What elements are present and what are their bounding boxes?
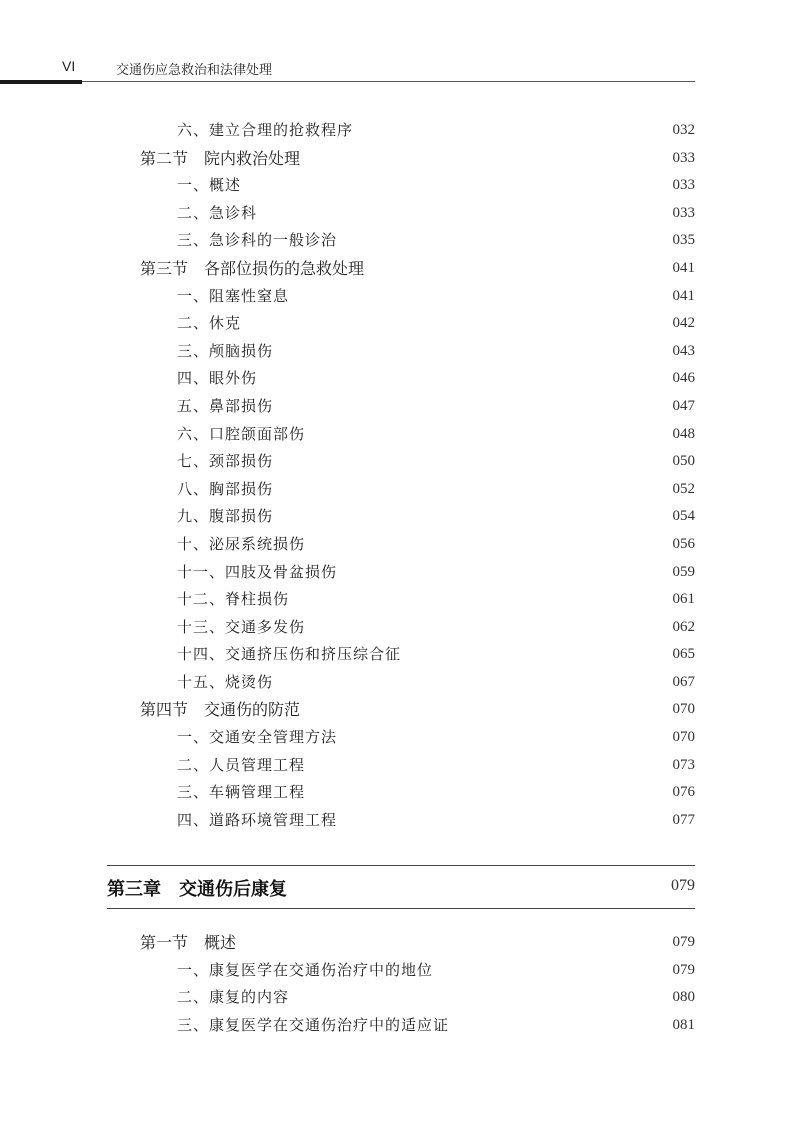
toc-item-entry[interactable] bbox=[0, 531, 800, 559]
toc-entry-page: 035 bbox=[672, 232, 695, 249]
toc-item-entry[interactable] bbox=[0, 200, 800, 228]
toc-entry-title: 二、急诊科 bbox=[177, 203, 258, 222]
toc-entry-page: 046 bbox=[672, 370, 695, 387]
toc-item-entry[interactable] bbox=[0, 807, 800, 835]
toc-entry-page: 065 bbox=[672, 646, 695, 663]
toc-section-entry[interactable] bbox=[0, 255, 800, 283]
toc-entry-page: 047 bbox=[672, 397, 695, 414]
toc-entry-page: 052 bbox=[672, 480, 695, 497]
toc-entry-page: 077 bbox=[672, 811, 695, 828]
toc-item-entry[interactable] bbox=[0, 393, 800, 421]
toc-item-entry[interactable] bbox=[0, 283, 800, 311]
toc-item-entry[interactable] bbox=[0, 641, 800, 669]
toc-item-entry[interactable] bbox=[0, 669, 800, 697]
header-rule-bar bbox=[0, 80, 82, 84]
toc-item-entry[interactable] bbox=[0, 117, 800, 145]
toc-item-entry[interactable] bbox=[0, 338, 800, 366]
toc-entry-page: 073 bbox=[672, 756, 695, 773]
toc-entry-title: 四、眼外伤 bbox=[177, 369, 258, 388]
toc-entry-title: 三、康复医学在交通伤治疗中的适应证 bbox=[177, 1015, 450, 1034]
toc-entry-title: 一、交通安全管理方法 bbox=[177, 728, 338, 747]
toc-entry-page: 033 bbox=[672, 177, 695, 194]
toc-entry-title: 第四节 交通伤的防范 bbox=[140, 700, 301, 720]
toc-item-entry[interactable] bbox=[0, 476, 800, 504]
toc-entry-title: 第二节 院内救治处理 bbox=[140, 148, 301, 168]
toc-entry-title: 三、颅脑损伤 bbox=[177, 341, 274, 360]
chapter-page-number: 079 bbox=[671, 877, 695, 894]
toc-item-entry[interactable] bbox=[0, 503, 800, 531]
toc-section-entry[interactable] bbox=[0, 145, 800, 173]
running-title: 交通伤应急救治和法律处理 bbox=[116, 63, 273, 78]
toc-entry-title: 一、阻塞性窒息 bbox=[177, 286, 290, 305]
toc-entry-page: 079 bbox=[672, 934, 695, 950]
toc-entry-page: 080 bbox=[672, 989, 695, 1006]
header-rule-line bbox=[82, 81, 695, 82]
toc-item-entry[interactable] bbox=[0, 1012, 800, 1040]
toc-entry-title: 二、康复的内容 bbox=[177, 988, 290, 1007]
table-of-contents-part2 bbox=[0, 929, 800, 1039]
toc-entry-title: 四、道路环境管理工程 bbox=[177, 810, 338, 829]
toc-entry-title: 七、颈部损伤 bbox=[177, 452, 274, 471]
toc-entry-page: 054 bbox=[672, 508, 695, 525]
toc-entry-title: 三、车辆管理工程 bbox=[177, 783, 306, 802]
toc-entry-title: 十一、四肢及骨盆损伤 bbox=[177, 562, 338, 581]
toc-entry-page: 032 bbox=[672, 122, 695, 138]
toc-entry-title: 八、胸部损伤 bbox=[177, 479, 274, 498]
toc-item-entry[interactable] bbox=[0, 984, 800, 1012]
toc-entry-title: 五、鼻部损伤 bbox=[177, 396, 274, 415]
toc-entry-page: 062 bbox=[672, 618, 695, 635]
table-of-contents-part1 bbox=[0, 117, 800, 834]
toc-entry-page: 033 bbox=[672, 204, 695, 221]
toc-entry-page: 056 bbox=[672, 535, 695, 552]
chapter-heading[interactable] bbox=[107, 865, 695, 909]
toc-section-entry[interactable] bbox=[0, 929, 800, 957]
toc-entry-title: 三、急诊科的一般诊治 bbox=[177, 231, 338, 250]
toc-entry-page: 076 bbox=[672, 784, 695, 801]
toc-item-entry[interactable] bbox=[0, 586, 800, 614]
toc-entry-title: 第一节 概述 bbox=[140, 933, 237, 952]
toc-item-entry[interactable] bbox=[0, 227, 800, 255]
toc-entry-title: 一、概述 bbox=[177, 176, 242, 195]
toc-entry-page: 070 bbox=[672, 701, 695, 718]
page-number: VI bbox=[62, 58, 76, 74]
toc-entry-page: 043 bbox=[672, 342, 695, 359]
toc-item-entry[interactable] bbox=[0, 365, 800, 393]
toc-item-entry[interactable] bbox=[0, 559, 800, 587]
chapter-title: 第三章 交通伤后康复 bbox=[107, 879, 287, 900]
toc-entry-page: 048 bbox=[672, 425, 695, 442]
toc-entry-title: 十三、交通多发伤 bbox=[177, 617, 306, 636]
toc-entry-title: 一、康复医学在交通伤治疗中的地位 bbox=[177, 960, 434, 979]
toc-entry-title: 六、口腔颌面部伤 bbox=[177, 424, 306, 443]
toc-entry-page: 059 bbox=[672, 563, 695, 580]
toc-section-entry[interactable] bbox=[0, 696, 800, 724]
toc-entry-title: 六、建立合理的抢救程序 bbox=[177, 121, 354, 139]
toc-entry-page: 041 bbox=[672, 259, 695, 276]
toc-item-entry[interactable] bbox=[0, 752, 800, 780]
toc-entry-title: 十二、脊柱损伤 bbox=[177, 590, 290, 609]
toc-entry-page: 070 bbox=[672, 729, 695, 746]
toc-entry-title: 十四、交通挤压伤和挤压综合征 bbox=[177, 645, 402, 664]
toc-item-entry[interactable] bbox=[0, 448, 800, 476]
toc-entry-page: 079 bbox=[672, 961, 695, 978]
toc-entry-page: 081 bbox=[672, 1016, 695, 1033]
toc-entry-title: 第三节 各部位损伤的急救处理 bbox=[140, 258, 365, 278]
toc-item-entry[interactable] bbox=[0, 421, 800, 449]
toc-entry-page: 067 bbox=[672, 673, 695, 690]
toc-item-entry[interactable] bbox=[0, 779, 800, 807]
toc-entry-page: 033 bbox=[672, 149, 695, 166]
toc-entry-page: 042 bbox=[672, 315, 695, 332]
toc-entry-title: 二、人员管理工程 bbox=[177, 755, 306, 774]
toc-entry-page: 050 bbox=[672, 453, 695, 470]
toc-entry-page: 061 bbox=[672, 591, 695, 608]
toc-entry-title: 十、泌尿系统损伤 bbox=[177, 534, 306, 553]
toc-entry-title: 二、休克 bbox=[177, 314, 242, 333]
toc-entry-title: 十五、烧烫伤 bbox=[177, 672, 274, 691]
toc-item-entry[interactable] bbox=[0, 310, 800, 338]
toc-entry-page: 041 bbox=[672, 287, 695, 304]
toc-entry-title: 九、腹部损伤 bbox=[177, 507, 274, 526]
toc-item-entry[interactable] bbox=[0, 957, 800, 985]
toc-item-entry[interactable] bbox=[0, 172, 800, 200]
toc-item-entry[interactable] bbox=[0, 614, 800, 642]
toc-item-entry[interactable] bbox=[0, 724, 800, 752]
